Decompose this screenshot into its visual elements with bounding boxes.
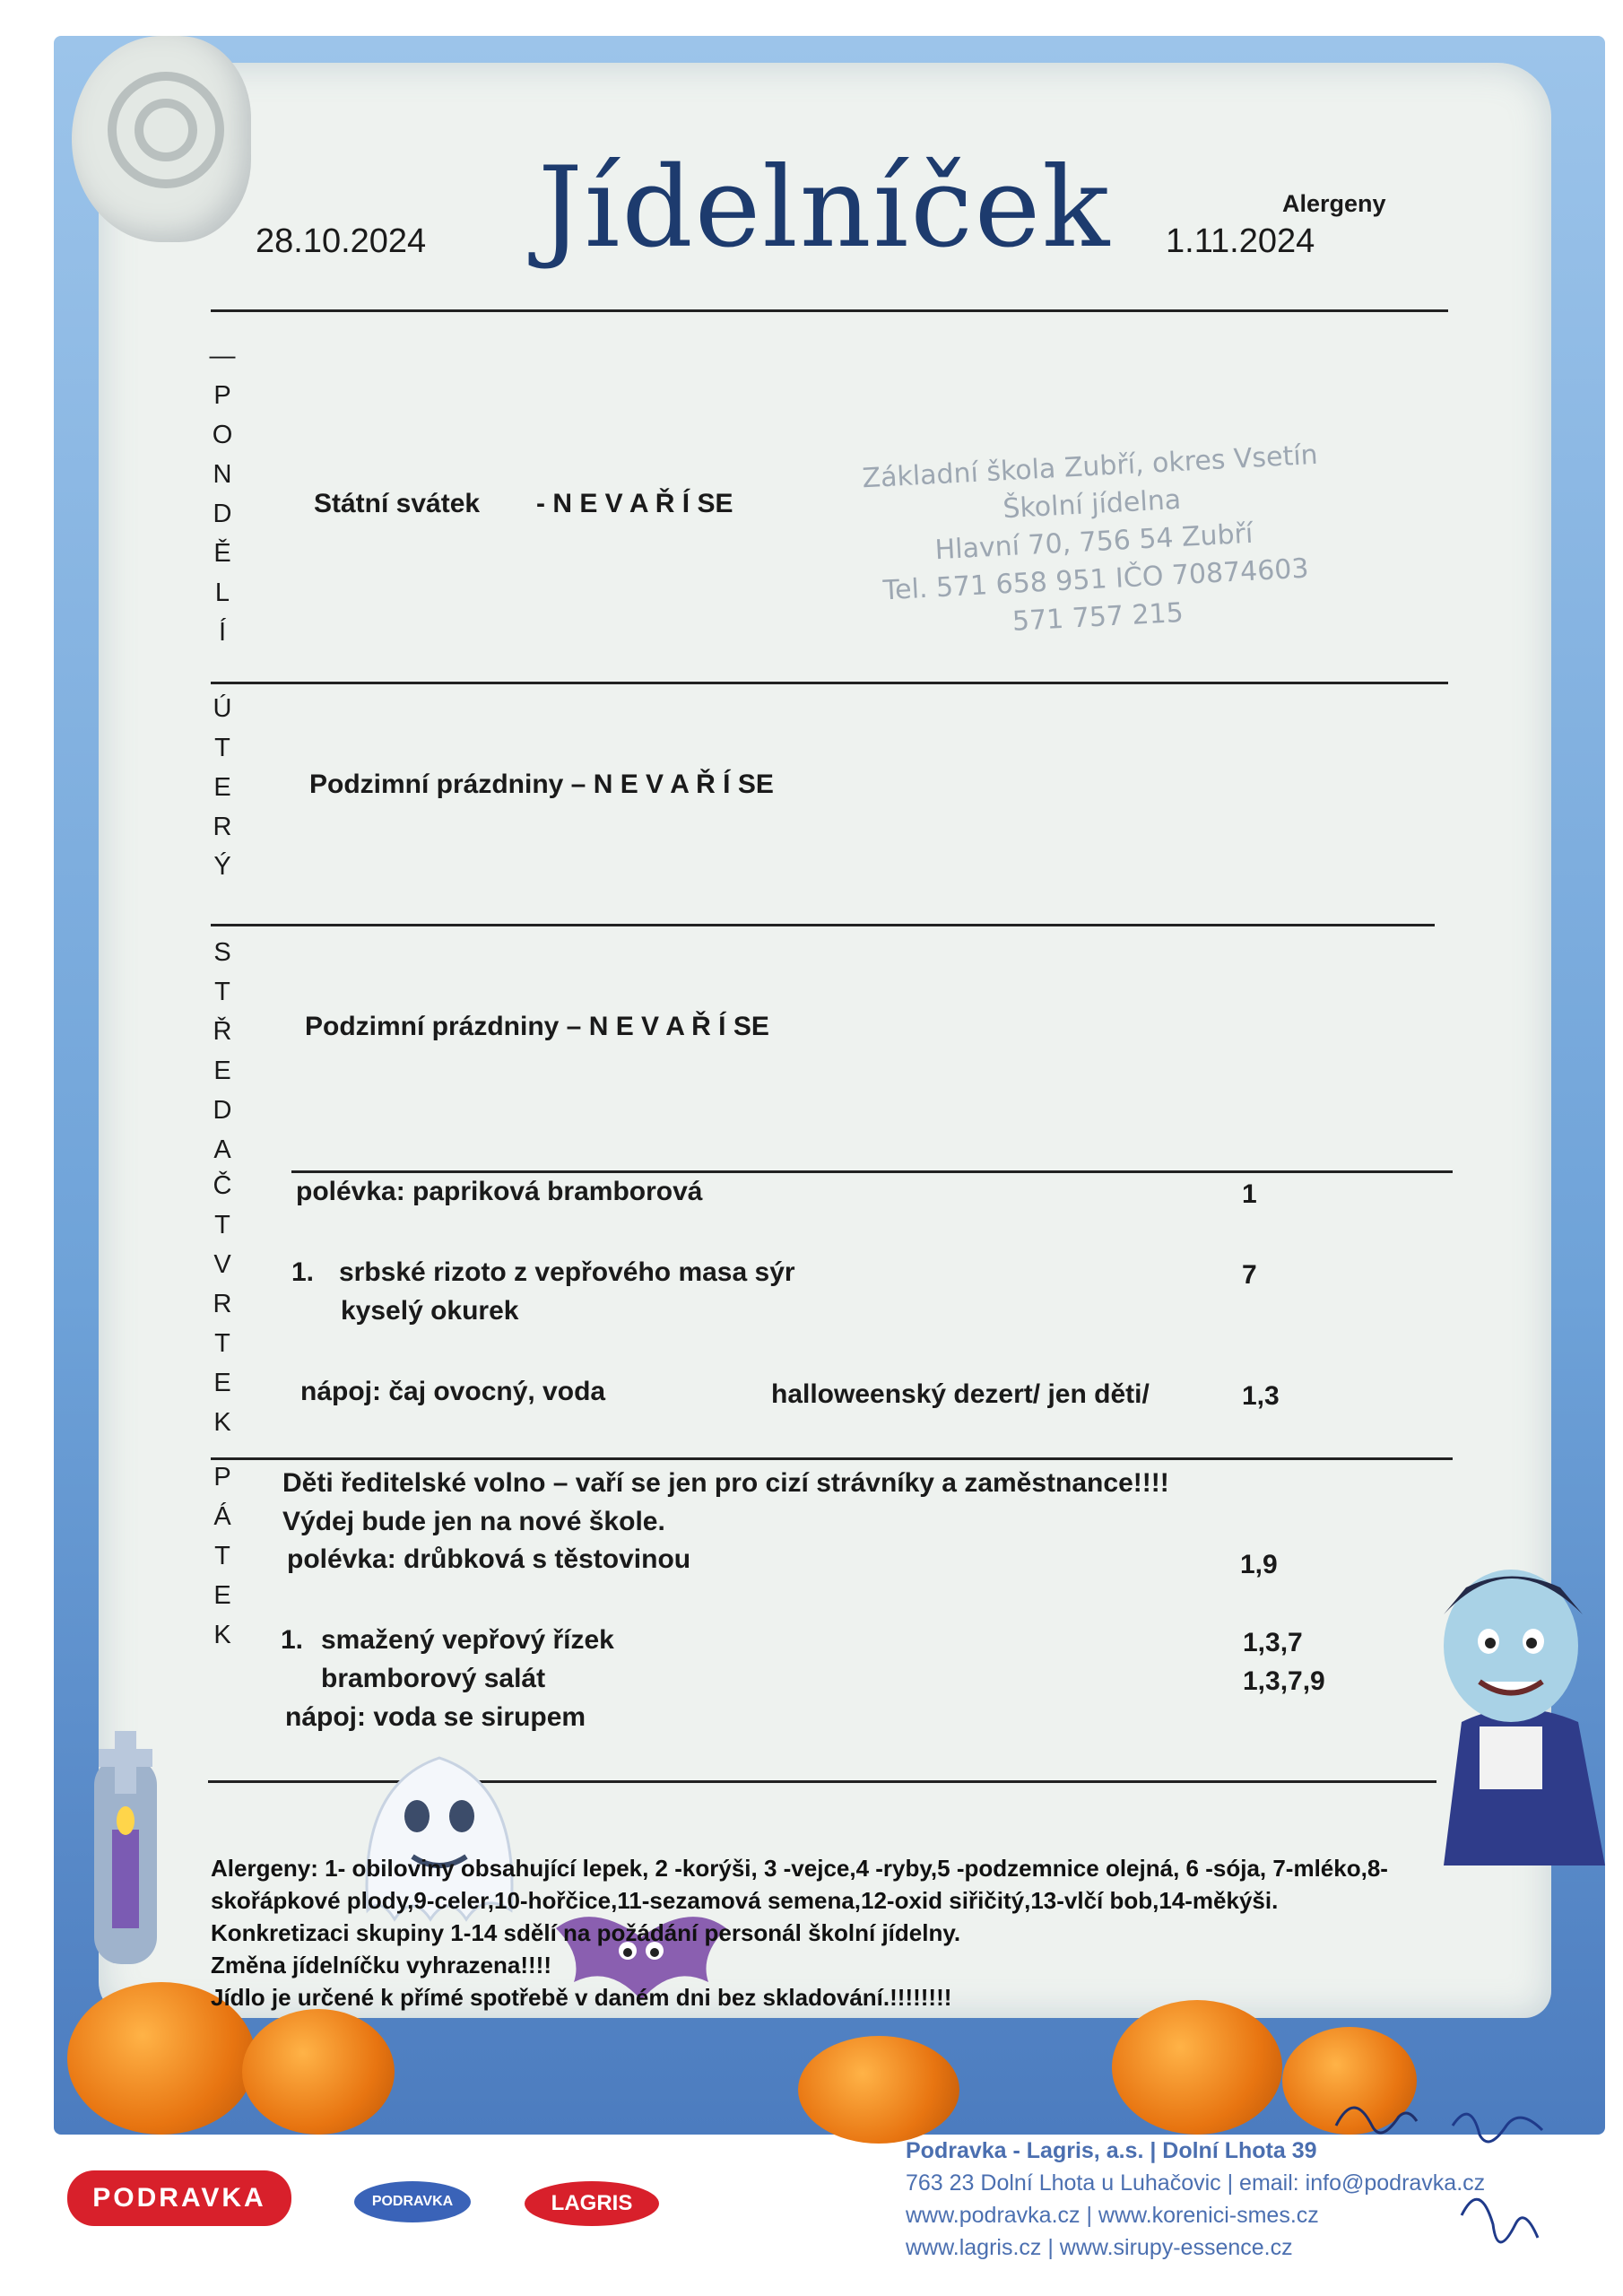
- candle-gravestone-illustration: [72, 1731, 179, 1973]
- lagris-logo: LAGRIS: [525, 2181, 659, 2226]
- pumpkin-illustration: [1112, 2000, 1282, 2135]
- friday-main: smažený vepřový řízek: [321, 1625, 614, 1655]
- date-from: 28.10.2024: [256, 222, 427, 260]
- monday-text: Státní svátek: [314, 489, 481, 518]
- page-title: Jídelníček: [538, 144, 1112, 273]
- allergens-heading: Alergeny: [1282, 190, 1386, 217]
- friday-main-number: 1.: [281, 1625, 304, 1655]
- vampire-illustration: [1426, 1552, 1605, 1866]
- day-label-friday: P Á T E K: [213, 1463, 231, 1649]
- monday-no-cooking: - N E V A Ř Í SE: [536, 489, 733, 518]
- divider: [211, 1457, 1453, 1460]
- day-label-tuesday: Ú T E R Ý: [213, 694, 232, 881]
- podravka-logo: PODRAVKA: [67, 2170, 291, 2226]
- thursday-soup-allergens: 1: [1242, 1179, 1257, 1209]
- allergen-legend: Alergeny: 1- obiloviny obsahující lepek, 2 -korýši, 3 -vejce,4 -ryby,5 -podzemnice olejná, 6 -sója, 7-mléko,8- skořápkové plody,9-celer,10-hořčice,11-sezamová semena,12-oxid siřičitý,13-vlčí bob,14-měkýši. Konkretizaci skupiny 1-14 sdělí na požádání personál školní jídelny. Změna jídelníčku vyhrazena!!!! Jídlo je určené k přímé spotřebě v daném dni bez skladování.!!!!!!!!: [211, 1855, 1388, 2011]
- divider: [211, 682, 1448, 684]
- podravka-small-logo: PODRAVKA: [354, 2181, 471, 2222]
- friday-side: bramborový salát: [321, 1664, 546, 1693]
- thursday-drink-allergens: 1,3: [1242, 1381, 1280, 1411]
- friday-drink: nápoj: voda se sirupem: [285, 1702, 586, 1732]
- day-label-monday: — P O N D Ě L Í: [209, 342, 236, 647]
- thursday-main-side: kyselý okurek: [341, 1296, 519, 1326]
- thursday-drink: nápoj: čaj ovocný, voda: [300, 1377, 606, 1406]
- wednesday-text: Podzimní prázdniny – N E V A Ř Í SE: [305, 1012, 769, 1041]
- thursday-main-number: 1.: [291, 1257, 315, 1287]
- pumpkin-illustration: [242, 2009, 395, 2135]
- school-stamp: Základní škola Zubří, okres Vsetín Školní jídelna Hlavní 70, 756 54 Zubří Tel. 571 658 951 IČO 70874603 571 757 215: [861, 439, 1319, 638]
- divider: [211, 309, 1448, 312]
- friday-soup: polévka: drůbková s těstovinou: [287, 1544, 691, 1574]
- date-to: 1.11.2024: [1166, 222, 1315, 260]
- thursday-soup: polévka: papriková bramborová: [296, 1177, 703, 1206]
- handwritten-signatures: [1327, 2090, 1578, 2287]
- day-label-wednesday: S T Ř E D A: [213, 938, 232, 1164]
- thursday-main: srbské rizoto z vepřového masa sýr: [339, 1257, 795, 1287]
- thursday-dessert: halloweenský dezert/ jen děti/: [771, 1379, 1150, 1409]
- thursday-main-allergens: 7: [1242, 1260, 1257, 1290]
- divider: [291, 1170, 1453, 1173]
- scroll-curl-decoration: [72, 36, 251, 242]
- friday-soup-allergens: 1,9: [1240, 1550, 1278, 1579]
- divider: [211, 924, 1435, 926]
- friday-note: Děti ředitelské volno – vaří se jen pro cizí strávníky a zaměstnance!!!!: [282, 1468, 1169, 1498]
- friday-main-allergens: 1,3,7: [1243, 1628, 1303, 1657]
- day-label-thursday: Č T V R T E K: [213, 1171, 232, 1437]
- tuesday-text: Podzimní prázdniny – N E V A Ř Í SE: [309, 770, 774, 799]
- company-info: Podravka - Lagris, a.s. | Dolní Lhota 39 763 23 Dolní Lhota u Luhačovic | email: info@podravka.cz www.podravka.cz | www.korenici-smes.cz www.lagris.cz | www.sirupy-essence.cz: [906, 2138, 1486, 2260]
- friday-note-2: Výdej bude jen na nové škole.: [282, 1507, 665, 1536]
- friday-side-allergens: 1,3,7,9: [1243, 1666, 1325, 1696]
- pumpkin-illustration: [798, 2036, 959, 2144]
